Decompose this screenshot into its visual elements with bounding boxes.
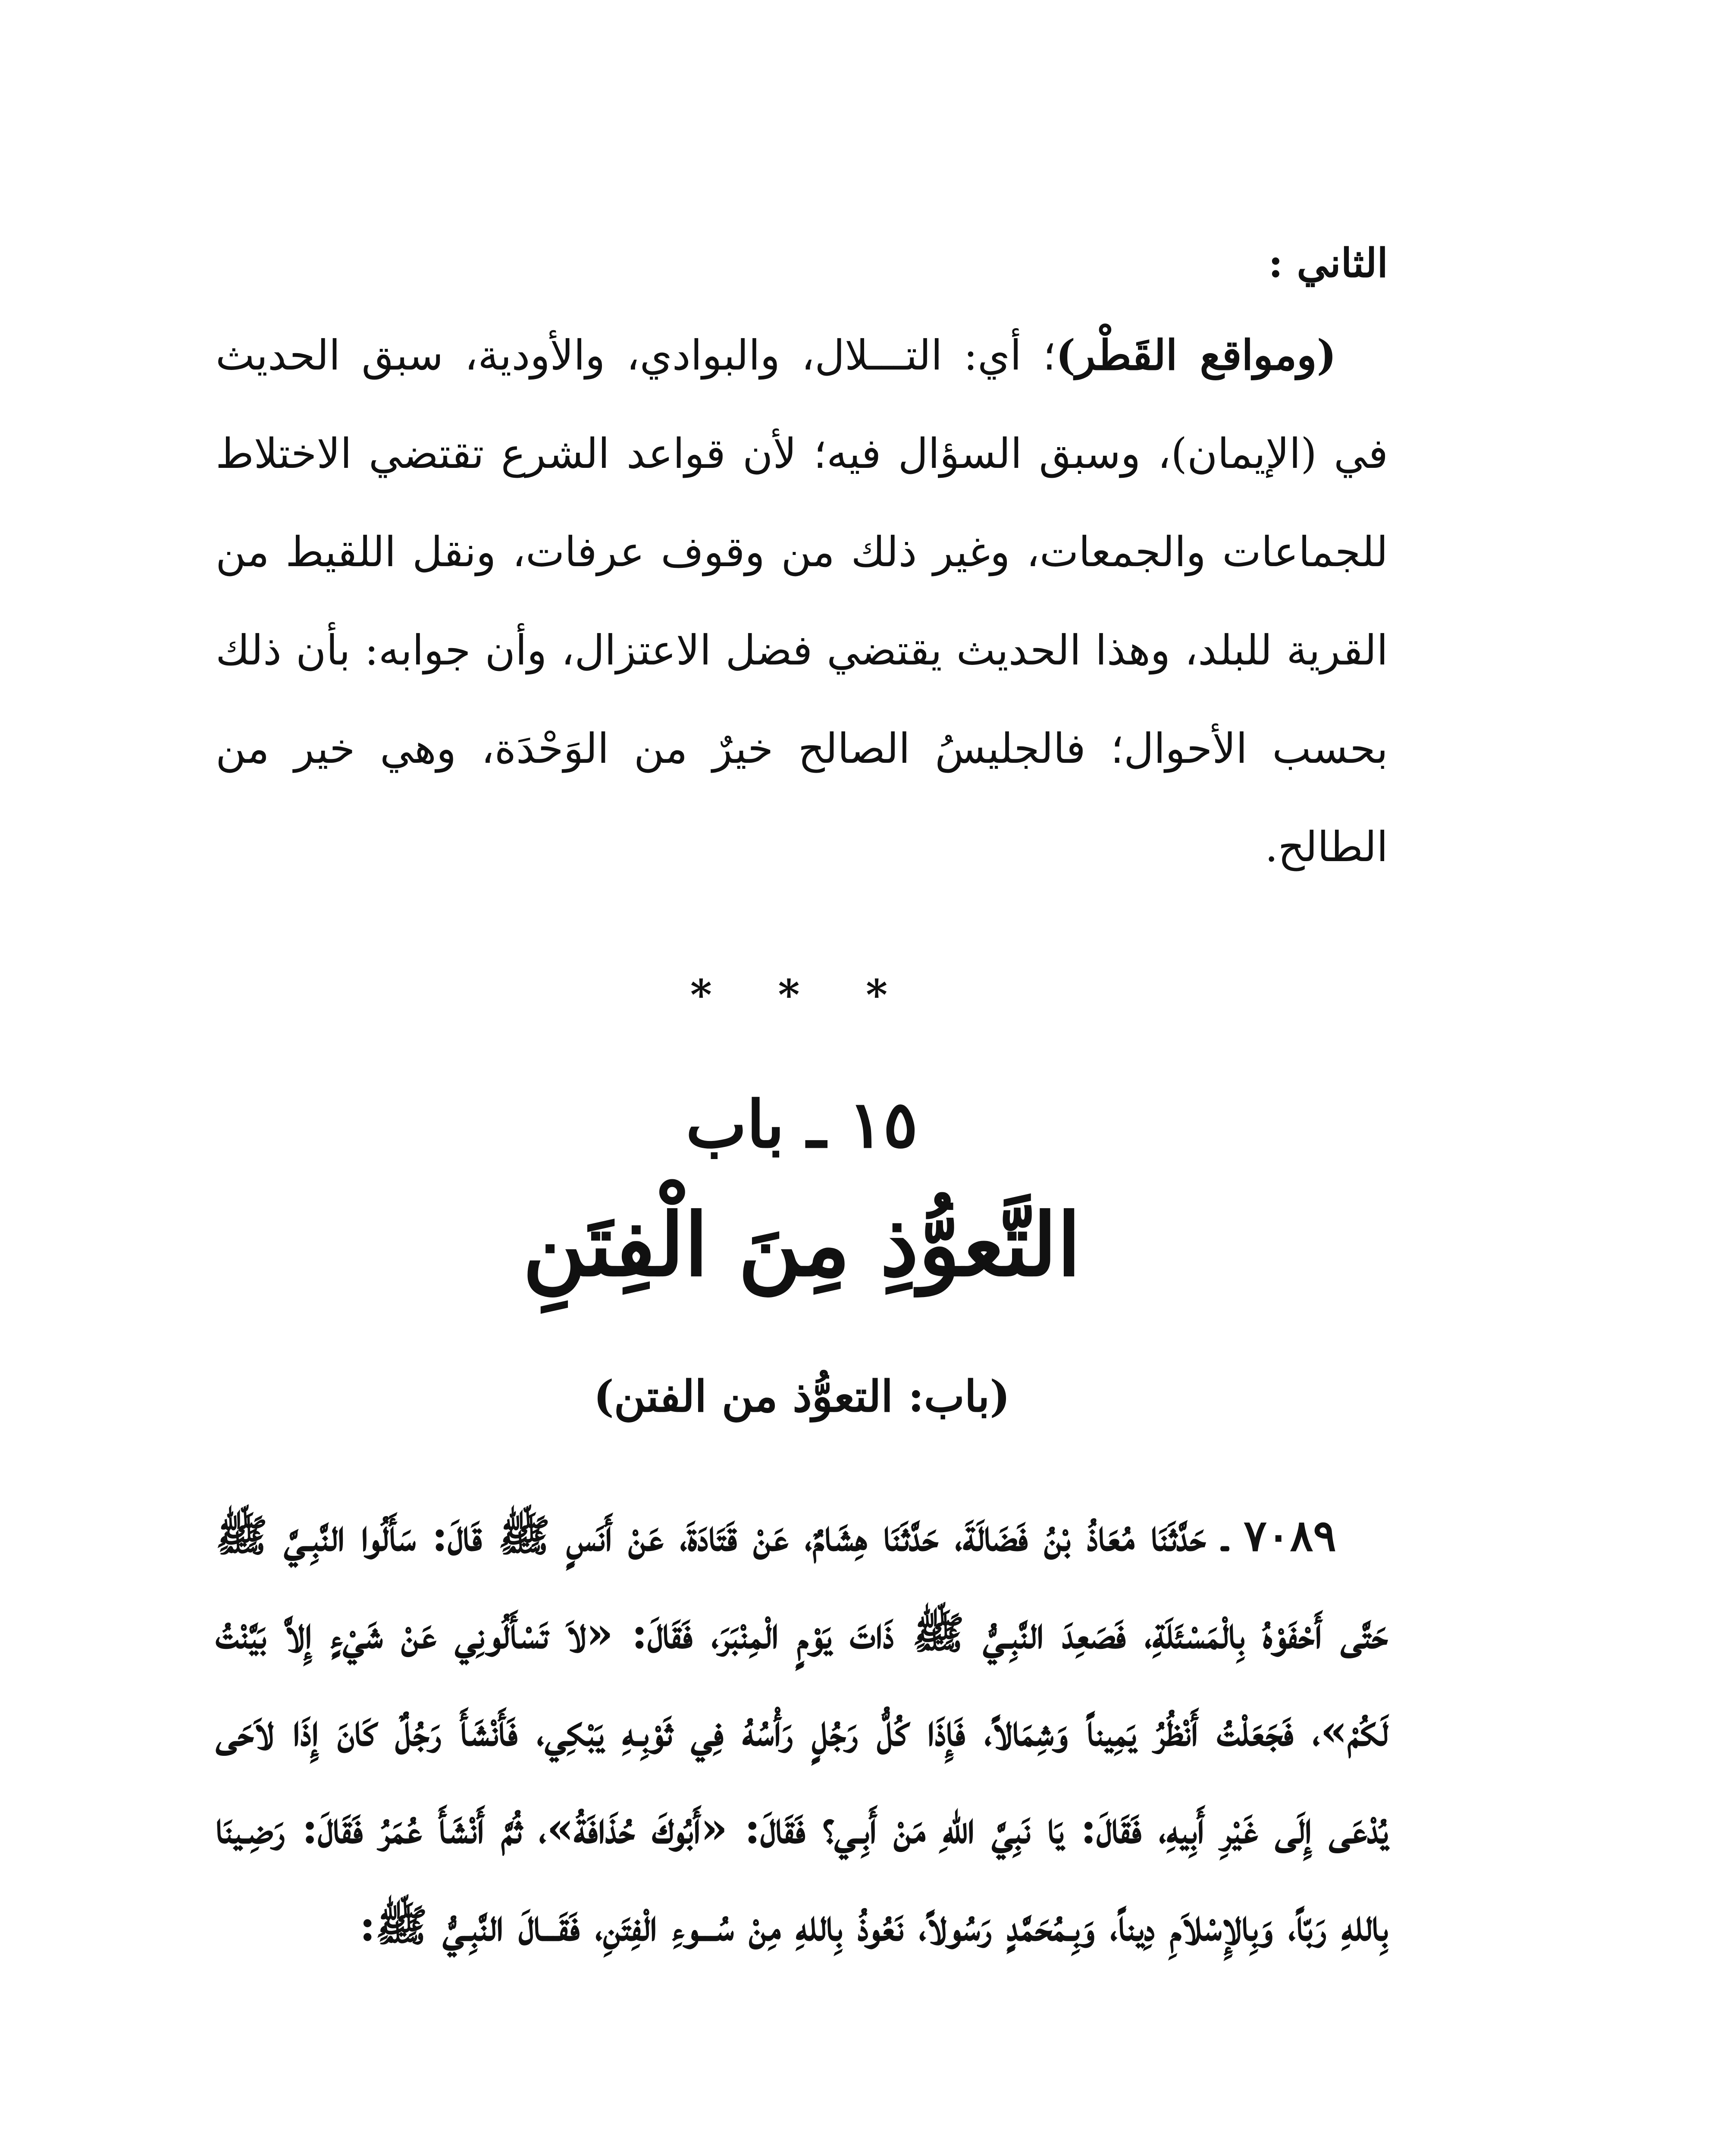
- chapter-subtitle: (باب: التعوُّذ من الفتن): [593, 1371, 1010, 1422]
- section-divider: * * *: [690, 971, 914, 1019]
- hadith-text: ٧٠٨٩ ـ حَدَّثَنَا مُعَاذُ بْنُ فَضَالَةَ، حَدَّثَنَا هِشَامٌ، عَنْ قَتَادَةَ، عَنْ أَنَسٍ ﷺ قَالَ: سَأَلُوا النَّبِـيَّ ﷺ حَتَّى أَحْفَوْهُ بِالْمَسْئَلَةِ، فَصَعِدَ النَّبِـيُّ ﷺ ذَاتَ يَوْمٍ الْمِنْبَرَ، فَقَالَ: «لاَ تَسْأَلُونِي عَنْ شَيْءٍ إِلاَّ بَيَّنْتُ لَكُمْ»، فَجَعَلْتُ أَنْظُرُ يَمِيناً وَشِمَالاً، فَإِذَا كُلُّ رَجُلٍ رَأْسُهُ فِي ثَوْبِـهِ يَبْكِي، فَأَنْشَأَ رَجُلٌ كَانَ إِذَا لاَحَى يُدْعَى إِلَى غَيْرِ أَبِيهِ، فَقَالَ: يَا نَبِيَّ اللهِ مَنْ أَبِـي؟ فَقَالَ: «أَبُوكَ حُذَافَةُ»، ثُمَّ أَنْشَأَ عُمَرُ فَقَالَ: رَضِـينَا بِاللهِ رَبّاً، وَبِالإِسْلاَمِ دِيناً، وَبِـمُحَمَّدٍ رَسُولاً، نَعُوذُ بِاللهِ مِنْ سُـــوءِ الْفِتَنِ، فَقَـــالَ النَّبِـيُّ ﷺ:: [216, 1510, 1388, 1951]
- commentary-text: ؛ أي: التـــلال، والبوادي، والأودية، سبق الحديث في (الإيمان)، وسبق السؤال فيه؛ لأن قواعد الشرع تقتضي الاختلاط للجماعات والجمعات، وغير ذلك من وقوف عرفات، ونقل اللقيط من القرية للبلد، وهذا الحديث يقتضي فضل الاعتزال، وأن جوابه: بأن ذلك بحسب الأحوال؛ فالجليسُ الصالح خيرٌ من الوَحْدَة، وهي خير من الطالح.: [216, 331, 1388, 871]
- commentary-paragraph: [216, 306, 1388, 896]
- commentary-lead-term: (ومواقع القَطْر): [1056, 331, 1337, 379]
- chapter-number: ١٥ ـ باب: [686, 1087, 918, 1163]
- section-heading: الثاني :: [1268, 240, 1388, 286]
- chapter-title: التَّعوُّذِ مِنَ الْفِتَنِ: [523, 1194, 1081, 1296]
